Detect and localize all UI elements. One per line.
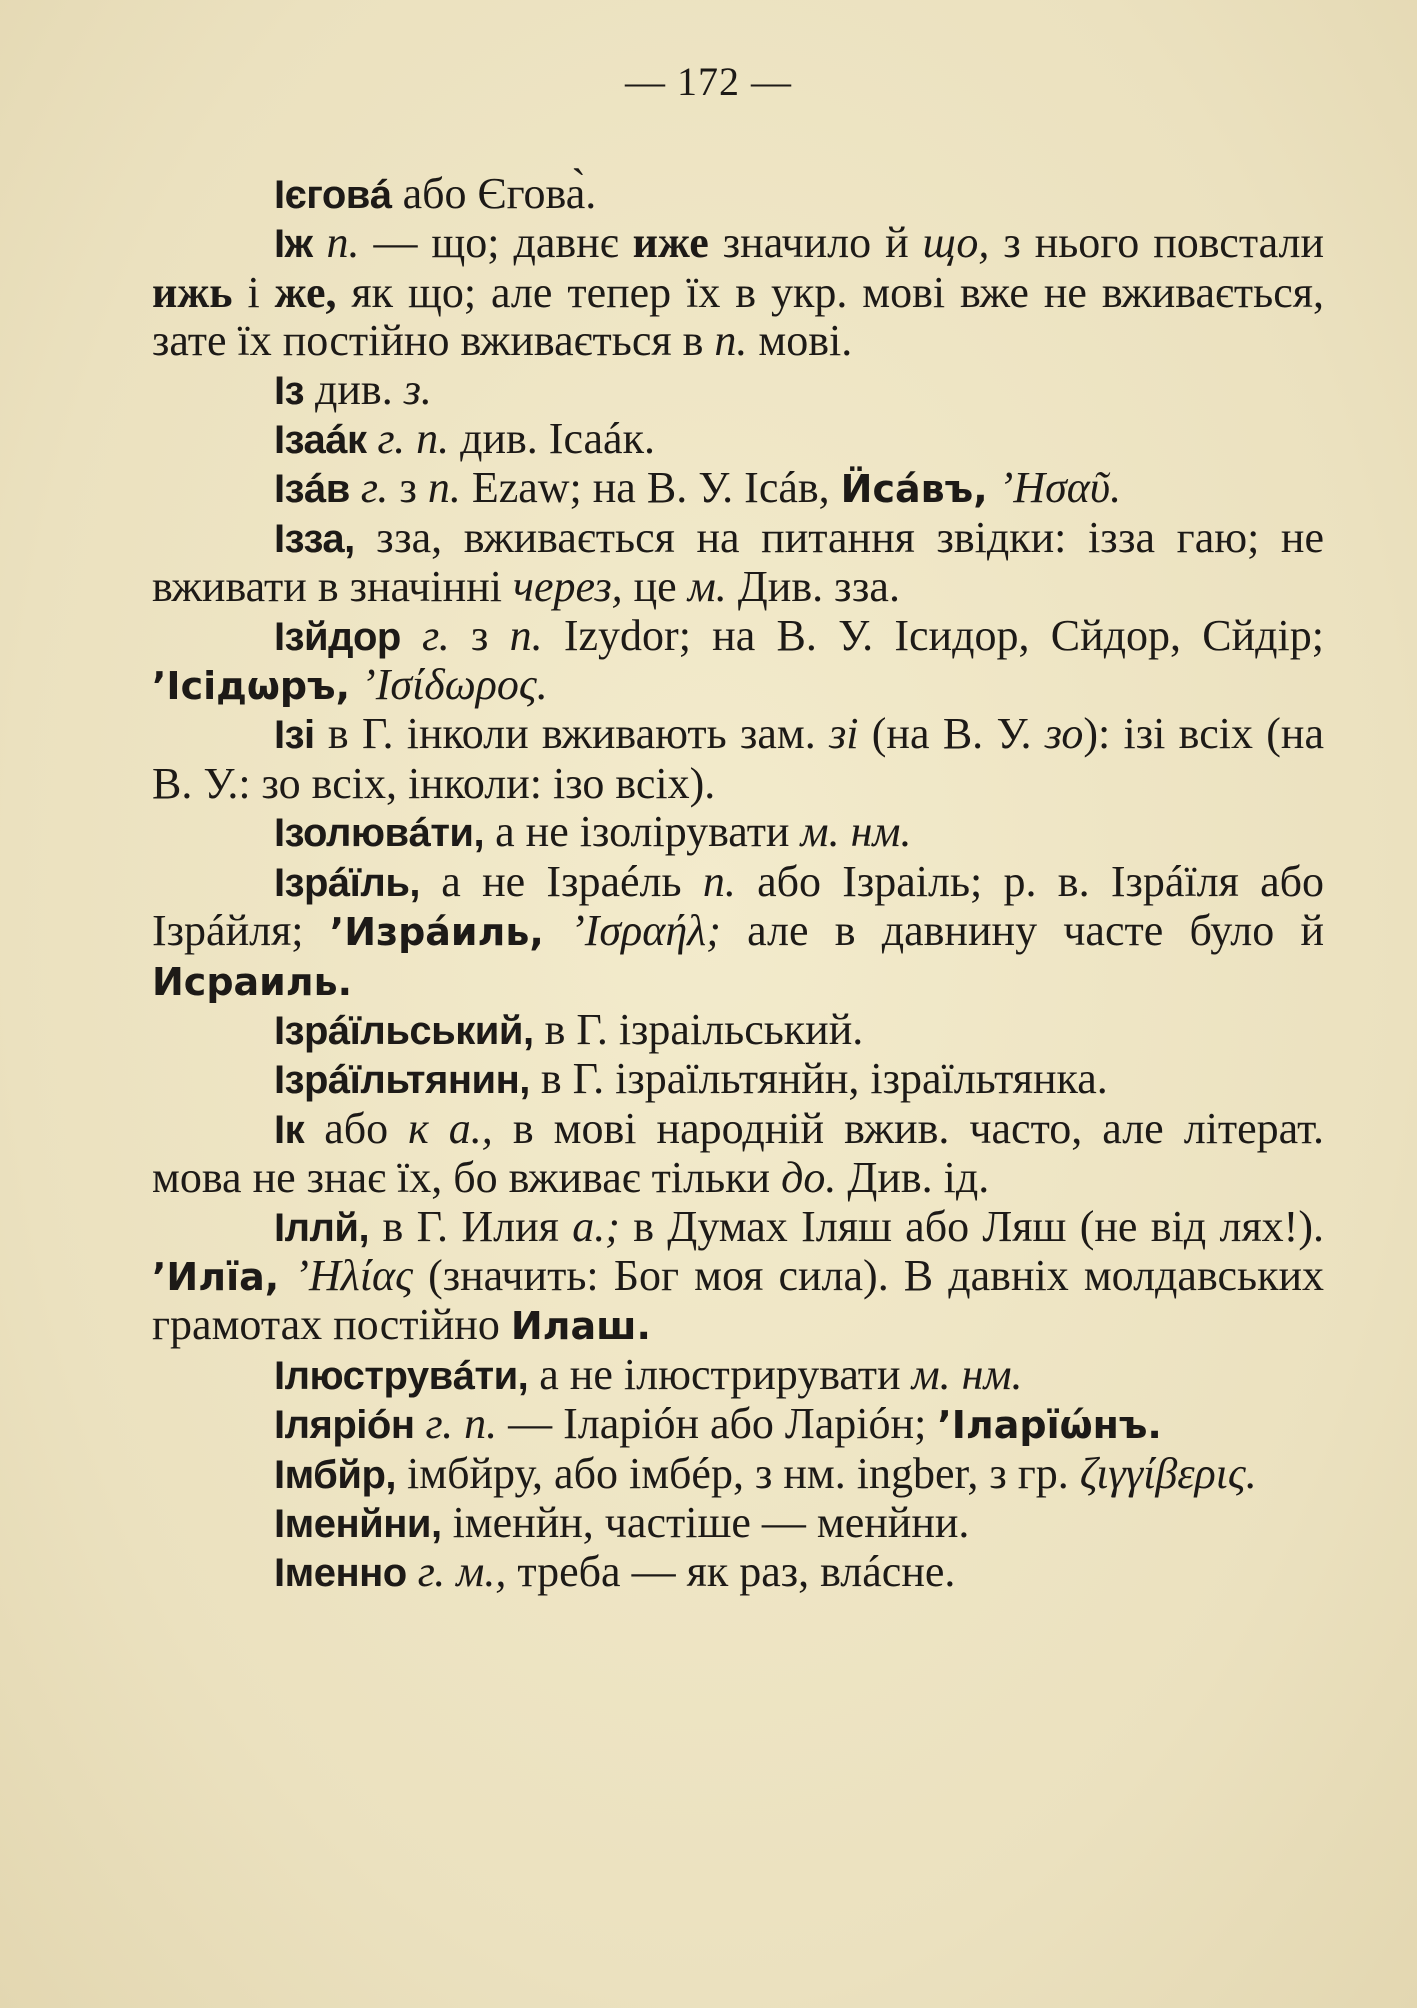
entry-text: значило й <box>708 218 923 268</box>
entry-text <box>415 1399 426 1448</box>
entry-text: і <box>232 267 275 317</box>
entry-text: — Іларіóн або Ларіóн; <box>497 1399 938 1449</box>
dictionary-entry <box>152 1055 1324 1104</box>
entry-text: а не ізолірувати <box>484 807 801 857</box>
entry-text: в мові народній вжив. часто, але літерат. мова не знає їх, бо вживає тільки <box>152 1103 1324 1203</box>
entry-headword: Ілюструвáти, <box>274 1353 529 1398</box>
entry-text: ): ізі всіх (на В. У.: зо всіх, інколи: ізо всіх). <box>152 709 1324 808</box>
entry-text: а не Ізраéль <box>420 856 703 906</box>
dictionary-entry <box>152 170 1324 219</box>
entry-abbreviation: п. <box>509 610 543 660</box>
entry-headword: Іж <box>274 222 313 267</box>
entry-abbreviation: п. <box>326 218 360 268</box>
entry-text: в Г. Илия <box>369 1201 573 1251</box>
entry-headword: Із <box>274 368 304 413</box>
entry-text: Izydor; на В. У. Ісидор, Сйдор, Сйдір; <box>542 610 1324 660</box>
entry-text: див. <box>304 364 404 414</box>
entry-text <box>544 906 570 955</box>
entry-text: це <box>622 562 688 612</box>
dictionary-entry <box>152 710 1324 808</box>
dictionary-entry <box>152 366 1324 415</box>
entry-text: мові. <box>747 316 853 366</box>
entry-text <box>988 463 999 512</box>
entry-text <box>407 1547 418 1596</box>
entry-headword: Іллй, <box>274 1205 370 1250</box>
entry-text: в Г. інколи вживають зам. <box>314 709 830 759</box>
dictionary-entry <box>152 1105 1324 1203</box>
entry-form: иже <box>632 218 709 268</box>
entry-text: Ezaw; на В. У. Ісáв, <box>460 463 841 513</box>
entry-abbreviation: г. <box>422 610 450 660</box>
entry-form: же, <box>274 267 337 317</box>
entry-text: або <box>304 1103 409 1153</box>
entry-text: з <box>388 463 428 513</box>
entry-text: зза, вживається на питання звідки: ізза гаю; не вживати в значінні <box>152 512 1324 612</box>
entry-abbreviation: ʼΗλίας <box>294 1250 413 1300</box>
entry-text: (значить: Бог моя сила). В давніх молдавських грамотах постійно <box>152 1250 1324 1350</box>
entry-abbreviation: м. нм. <box>911 1349 1023 1399</box>
entry-headword: Ізі <box>274 713 315 758</box>
entry-abbreviation: а.; <box>572 1201 620 1251</box>
entry-text: (на В. У. <box>858 709 1045 759</box>
entry-abbreviation: г. <box>360 463 389 513</box>
entry-abbreviation: з. <box>403 364 432 414</box>
entry-form: ʼІларїѡ́нъ. <box>937 1403 1162 1448</box>
entry-text: але в давнину часте було й <box>720 906 1324 956</box>
dictionary-entry <box>152 219 1324 365</box>
dictionary-entry <box>152 612 1324 711</box>
entry-abbreviation: ʼΙσίδωρος. <box>361 660 548 710</box>
entry-text: треба — як раз, влáсне. <box>506 1547 956 1597</box>
dictionary-entry <box>152 1450 1324 1499</box>
entry-abbreviation: м. <box>687 562 727 612</box>
entry-text <box>401 611 422 660</box>
entry-headword: Ієговá <box>274 173 392 217</box>
dictionary-entry <box>152 1006 1324 1055</box>
entry-text: або Єгова̀. <box>391 169 597 218</box>
entry-form: ʼИзрáиль, <box>329 910 544 955</box>
entry-text: Див. зза. <box>726 562 900 612</box>
entry-text <box>350 660 361 709</box>
entry-form: Ӥсáвъ, <box>840 467 988 512</box>
entry-headword: Іменйни, <box>274 1501 442 1546</box>
entry-abbreviation: к а., <box>408 1103 493 1153</box>
dictionary-entry <box>152 808 1324 857</box>
entry-form: ижь <box>152 267 233 317</box>
entry-text: див. Ісаáк. <box>449 414 655 464</box>
entry-headword: Ік <box>274 1107 305 1152</box>
page-number: — 172 — <box>625 59 792 104</box>
entry-abbreviation: через, <box>512 562 623 612</box>
entry-abbreviation: м. нм. <box>800 807 912 857</box>
entry-headword: Ізáв <box>274 467 350 512</box>
entry-headword: Ізрáїльський, <box>274 1008 534 1053</box>
entry-text: в Г. ізраїльтянйн, ізраїльтянка. <box>529 1054 1108 1104</box>
entry-form: ʼИлїа, <box>152 1254 280 1299</box>
entry-abbreviation: зі <box>829 709 859 759</box>
dictionary-entry <box>152 1499 1324 1548</box>
dictionary-entry <box>152 1351 1324 1400</box>
dictionary-entry <box>152 415 1324 464</box>
entry-headword: Ізрáїль, <box>274 860 421 905</box>
dictionary-entry <box>152 1548 1324 1597</box>
dictionary-page-body <box>152 170 1324 1598</box>
entry-text: як що; але тепер їх в укр. мові вже не вживається, зате їх постійно вживається в <box>152 267 1324 366</box>
entry-text: Див. ід. <box>836 1153 990 1203</box>
entry-abbreviation: що, <box>922 218 990 268</box>
entry-text <box>312 218 326 267</box>
entry-abbreviation: г. п. <box>425 1399 498 1449</box>
entry-form: ʼІсідѡръ, <box>152 664 351 709</box>
entry-abbreviation: п. <box>702 856 736 906</box>
entry-text <box>350 463 361 512</box>
entry-text <box>366 414 377 463</box>
entry-text <box>279 1251 294 1300</box>
dictionary-entry <box>152 514 1324 612</box>
dictionary-entry <box>152 858 1324 1006</box>
entry-abbreviation: ζιγγίβερις. <box>1079 1448 1257 1498</box>
entry-form: Исраиль. <box>152 959 353 1004</box>
entry-form: Илаш. <box>510 1304 651 1349</box>
entry-abbreviation: г. м., <box>417 1547 507 1597</box>
dictionary-entry <box>152 1203 1324 1351</box>
entry-text: — що; давнє <box>359 218 633 268</box>
entry-headword: Ізаáк <box>274 418 367 463</box>
entry-headword: Ізза, <box>274 516 355 561</box>
entry-headword: Іменно <box>274 1551 407 1596</box>
entry-abbreviation: г. п. <box>377 414 450 464</box>
entry-headword: Ізрáїльтянин, <box>274 1058 530 1103</box>
entry-abbreviation: до. <box>781 1153 837 1203</box>
dictionary-entry <box>152 464 1324 513</box>
entry-text: з нього повстали <box>989 218 1325 268</box>
entry-abbreviation: п. <box>427 463 461 513</box>
entry-text: в Г. ізраільський. <box>533 1004 864 1054</box>
entry-headword: Імбйр, <box>274 1452 397 1497</box>
entry-text: з <box>449 610 510 660</box>
entry-headword: Ізйдор <box>274 614 401 659</box>
entry-text: імбйру, або імбéр, з нм. ingber, з гр. <box>396 1448 1080 1498</box>
entry-headword: Ізолювáти, <box>274 811 485 856</box>
entry-text: або Ізраіль; р. в. Ізрáїля або Ізрáйля; <box>152 856 1324 956</box>
entry-headword: Ілярióн <box>274 1403 415 1448</box>
entry-text: а не ілюстрирувати <box>528 1349 912 1399</box>
entry-abbreviation: п. <box>714 316 748 366</box>
entry-abbreviation: зо <box>1044 709 1084 759</box>
entry-text: в Думах Іляш або Ляш (не від лях!). <box>619 1201 1324 1251</box>
entry-text: іменйн, частіше — менйни. <box>441 1497 970 1547</box>
entry-abbreviation: ʼΙσραήλ; <box>570 906 721 956</box>
dictionary-entry <box>152 1400 1324 1449</box>
entry-abbreviation: ʼΗσαῦ. <box>998 463 1122 513</box>
